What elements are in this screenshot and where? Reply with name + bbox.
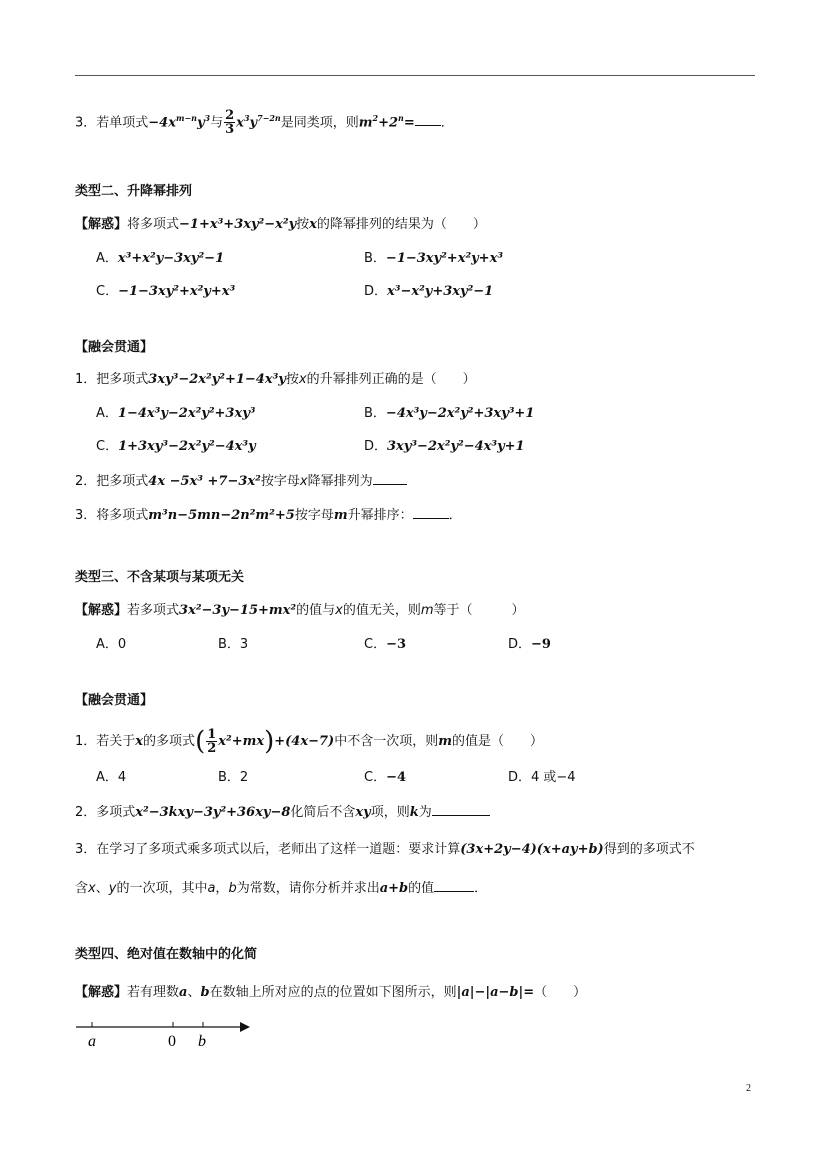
math-expression: x²−3kxy−3y²+36xy−8	[135, 805, 291, 820]
math-var: k	[409, 805, 419, 820]
text: 将多项式	[127, 217, 180, 232]
type3-option-d[interactable]	[508, 635, 551, 655]
math-var: x	[88, 881, 96, 896]
text: 是同类项，则	[280, 115, 359, 131]
text: 3．将多项式	[75, 508, 149, 523]
type3-q1-option-d[interactable]	[508, 768, 576, 788]
math-expression: 3xy³−2x²y²+1−4x³y	[148, 372, 286, 387]
math-expression: 4x −5x³ +7−3x²	[148, 474, 261, 489]
type3-q1-option-c[interactable]	[364, 768, 406, 788]
option-expr: x³+x²y−3xy²−1	[117, 251, 225, 266]
rhgt-heading-type3: 【融会贯通】	[75, 693, 154, 708]
option-value: −9	[531, 637, 551, 652]
text: 化简后不含	[290, 805, 356, 820]
math-var: x	[309, 217, 317, 232]
math-expression: (3x+2y−4)(x+ay+b)	[460, 842, 604, 857]
jiehuo-question-type3	[75, 601, 525, 621]
text: 1．把多项式	[75, 372, 149, 387]
page-number: 2	[746, 1083, 751, 1094]
option-label: A．	[96, 637, 118, 652]
text: 含	[75, 881, 89, 896]
rhgt-q2	[75, 470, 407, 492]
text: 在数轴上所对应的点的位置如下图所示，则	[209, 985, 457, 1000]
text: 项，则	[370, 805, 410, 820]
answer-blank[interactable]	[434, 877, 474, 892]
exponent: 3	[204, 113, 211, 123]
rhgt-q1-option-b[interactable]	[364, 404, 534, 424]
option-expr: −4x³y−2x²y²+3xy³+1	[385, 406, 535, 421]
axis-arrow	[240, 1022, 250, 1032]
math-term: −4x	[148, 115, 176, 131]
text: 2．多项式	[75, 805, 136, 820]
option-label: B．	[364, 251, 386, 266]
denominator: 2	[207, 741, 217, 756]
option-label: C．	[364, 637, 387, 652]
text: ．	[448, 508, 462, 523]
exponent: 3	[243, 113, 250, 123]
text: 得到的多项式不	[603, 842, 695, 857]
math-var: x	[135, 734, 144, 749]
paren-open: (	[195, 726, 206, 757]
denominator: 3	[225, 122, 235, 138]
math-var: b	[228, 881, 237, 896]
text: 按	[285, 372, 299, 387]
math-var: a	[179, 985, 188, 1000]
option-expr: −1−3xy²+x²y+x³	[385, 251, 504, 266]
tag: 【解惑】	[75, 985, 128, 1000]
math-var: m	[438, 734, 452, 749]
text: 按字母	[294, 508, 334, 523]
text: 、	[95, 881, 109, 896]
option-value: −4	[386, 770, 407, 785]
rhgt-q1-option-c[interactable]	[96, 437, 256, 457]
math-term: x	[236, 115, 244, 131]
text: 、	[187, 985, 201, 1000]
text: ，	[215, 881, 229, 896]
option-c[interactable]	[96, 282, 235, 302]
jiehuo-question-type2	[75, 215, 486, 235]
math-var: m	[333, 508, 348, 523]
section-heading-type4: 类型四、绝对值在数轴中的化简	[75, 947, 258, 962]
math-expression: +(4x−7)	[274, 734, 335, 749]
type3-option-b[interactable]	[218, 635, 248, 655]
text: 的值	[408, 881, 435, 896]
numerator: 1	[207, 727, 217, 742]
label-a: a	[88, 1033, 96, 1050]
option-expr: 3xy³−2x²y²−4x³y+1	[387, 439, 525, 454]
option-expr: x³−x²y+3xy²−1	[387, 284, 494, 299]
exponent: 7−2n	[257, 113, 281, 123]
text: 若有理数	[127, 985, 180, 1000]
text: （ ）	[534, 985, 587, 1000]
math-term: +2	[378, 115, 399, 131]
question-3-top	[75, 108, 454, 136]
option-label: A．	[96, 770, 118, 785]
option-value: 4 或−4	[531, 770, 576, 785]
text: 若多项式	[127, 603, 180, 618]
label-zero: 0	[168, 1033, 176, 1050]
rhgt-q3	[75, 504, 462, 526]
text: 升幂排序：	[347, 508, 413, 523]
option-label: C．	[96, 284, 119, 299]
option-label: C．	[96, 439, 119, 454]
jiehuo-question-type4	[75, 983, 586, 1003]
text: ．	[474, 881, 488, 896]
math-expression: −1+x³+3xy²−x²y	[179, 217, 297, 232]
section-heading-type2: 类型二、升降幂排列	[75, 184, 193, 199]
fraction	[206, 728, 217, 755]
type3-q1	[75, 728, 543, 755]
math-term: =	[403, 115, 415, 131]
option-label: D．	[364, 439, 388, 454]
option-label: B．	[218, 637, 240, 652]
option-label: D．	[508, 637, 532, 652]
text: 的多项式	[143, 734, 196, 749]
rhgt-q1-option-d[interactable]	[364, 437, 525, 457]
math-expression: x²+mx	[218, 734, 265, 749]
answer-blank[interactable]	[415, 111, 441, 126]
math-term: y	[196, 115, 205, 131]
math-var: x	[299, 474, 308, 489]
text: 降幂排列为	[307, 474, 373, 489]
option-value: 4	[117, 770, 127, 785]
answer-blank[interactable]	[432, 801, 490, 816]
math-var: a	[207, 881, 216, 896]
option-label: D．	[364, 284, 388, 299]
option-value: −3	[386, 637, 407, 652]
text: 的一次项，其中	[116, 881, 208, 896]
type3-q3-line2	[75, 877, 487, 899]
type3-q1-option-b[interactable]	[218, 768, 248, 788]
number-line	[70, 1015, 260, 1059]
math-var: m	[420, 603, 434, 618]
section-heading-type3: 类型三、不含某项与某项无关	[75, 570, 245, 585]
option-label: A．	[96, 251, 118, 266]
option-expr: −1−3xy²+x²y+x³	[118, 284, 236, 299]
paren-close: )	[264, 726, 275, 757]
exponent: m−n	[175, 113, 197, 123]
type3-q1-option-a[interactable]	[96, 768, 126, 788]
header-rule	[75, 75, 755, 76]
math-term: y	[249, 115, 258, 131]
text: 为常数，请你分析并求出	[236, 881, 380, 896]
text: 的值与	[296, 603, 336, 618]
option-value: 3	[239, 637, 249, 652]
math-term: m	[358, 115, 373, 131]
text: 的值是（ ）	[451, 734, 543, 749]
exponent: 2	[372, 113, 379, 123]
type3-option-c[interactable]	[364, 635, 406, 655]
number-line-svg	[70, 1015, 260, 1055]
exponent: n	[398, 113, 404, 123]
math-expression: |a|−|a−b|=	[456, 985, 535, 1000]
option-label: A．	[96, 406, 118, 421]
rhgt-q1	[75, 370, 476, 390]
option-label: C．	[364, 770, 387, 785]
type3-option-a[interactable]	[96, 635, 126, 655]
option-value: 0	[117, 637, 127, 652]
option-b[interactable]	[364, 249, 503, 269]
math-expression: m³n−5mn−2n²m²+5	[148, 508, 295, 523]
option-d[interactable]	[364, 282, 493, 302]
tag: 【解惑】	[75, 217, 128, 232]
text: ．	[440, 115, 454, 131]
option-label: B．	[364, 406, 386, 421]
math-var: b	[200, 985, 210, 1000]
option-value: 2	[239, 770, 249, 785]
question-number: 3．若单项式	[75, 115, 149, 131]
label-b: b	[198, 1033, 206, 1050]
math-var: x	[298, 372, 307, 387]
option-a[interactable]	[96, 249, 224, 269]
math-var: x	[335, 603, 343, 618]
text: 2．把多项式	[75, 474, 149, 489]
text: 与	[210, 115, 224, 131]
text: 按	[296, 217, 310, 232]
math-expression: a+b	[379, 881, 409, 896]
option-label: D．	[508, 770, 532, 785]
numerator: 2	[225, 108, 235, 124]
text: 的值无关，则	[342, 603, 421, 618]
text: 3．在学习了多项式乘多项式以后，老师出了这样一道题：要求计算	[75, 842, 461, 857]
type3-q3-line1	[75, 840, 695, 860]
fraction	[224, 109, 235, 136]
text: 的降幂排列的结果为（ ）	[316, 217, 486, 232]
rhgt-heading-type2: 【融会贯通】	[75, 340, 154, 355]
type3-q2	[75, 801, 490, 823]
math-expression: 3x²−3y−15+mx²	[179, 603, 297, 618]
math-var: y	[108, 881, 117, 896]
option-expr: 1+3xy³−2x²y²−4x³y	[118, 439, 256, 454]
rhgt-q1-option-a[interactable]	[96, 404, 255, 424]
answer-blank[interactable]	[373, 470, 407, 485]
math-var: xy	[355, 805, 371, 820]
text: 按字母	[260, 474, 300, 489]
text: 为	[418, 805, 432, 820]
text: 的升幂排列正确的是（ ）	[306, 372, 476, 387]
text: 中不含一次项，则	[334, 734, 439, 749]
option-label: B．	[218, 770, 240, 785]
text: 等于（ ）	[433, 603, 525, 618]
answer-blank[interactable]	[413, 504, 449, 519]
option-expr: 1−4x³y−2x²y²+3xy³	[117, 406, 256, 421]
tag: 【解惑】	[75, 603, 128, 618]
text: 1．若关于	[75, 734, 136, 749]
